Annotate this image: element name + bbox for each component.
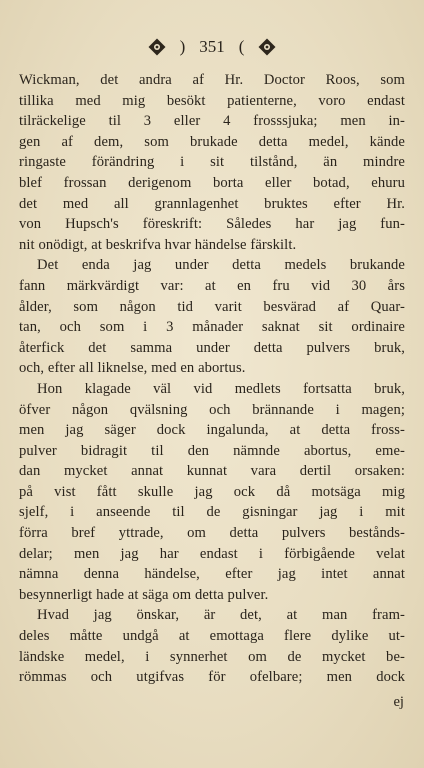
text-line: delar; men jag har endast i förbigående velat <box>19 545 405 562</box>
header-left-paren: ) <box>179 37 186 56</box>
text-line: nämna denna händelse, efter jag intet annat <box>19 566 405 583</box>
ornament-left-icon <box>148 38 166 56</box>
text-line: ländske medel, i synnerhet om de mycket be- <box>19 648 405 665</box>
ornament-right-icon <box>258 38 276 56</box>
text-line: nit onödigt, at beskrifva hvar händelse färskilt. <box>19 236 297 253</box>
page-header <box>0 34 424 60</box>
text-line: på vist fått skulle jag ock då motsäga mig <box>19 483 405 500</box>
text-line: återfick det samma under detta pulvers bruk, <box>19 339 405 356</box>
text-line: tan, och som i 3 månader saknat sit ordinaire <box>19 319 405 336</box>
text-line: ålder, som någon tid varit besvärad af Quar- <box>19 298 405 315</box>
text-line: tillika med mig besökt patienterne, voro endast <box>19 92 405 109</box>
text-line: Hvad jag önskar, är det, at man fram- <box>37 607 405 624</box>
catchword: ej <box>393 694 404 710</box>
text-line: och, efter all liknelse, med en abortus. <box>19 360 246 377</box>
text-line: ringaste förändring i sit tilstånd, än mindre <box>19 154 405 171</box>
text-line: det med all grannlagenhet bruktes efter Hr. <box>19 195 405 212</box>
text-line: öfver någon qvälsning och brännande i magen; <box>19 401 405 418</box>
text-line: fann märkvärdigt var: at en fru vid 30 års <box>19 277 405 294</box>
text-line: Wickman, det andra af Hr. Doctor Roos, som <box>19 72 405 88</box>
text-line: sjelf, i anseende til de gisningar jag i mit <box>19 504 405 521</box>
text-line: tilräckelige til 3 eller 4 frosssjuka; men in- <box>19 113 405 130</box>
text-line: blef frossan derigenom borta eller botad, ehuru <box>19 174 405 191</box>
text-line: Det enda jag under detta medels brukande <box>37 257 405 274</box>
text-line: Hon klagade väl vid medlets fortsatta bruk, <box>37 380 405 397</box>
text-line: pulver bidragit til den nämnde abortus, eme- <box>19 442 405 459</box>
text-line: gen af dem, som brukade detta medel, kände <box>19 133 405 150</box>
text-line: förra bref yttrade, om detta pulvers bestånds- <box>19 525 405 542</box>
page-number: 351 <box>199 37 225 56</box>
body-text <box>19 70 405 688</box>
text-line: besynnerligt hade at säga om detta pulver. <box>19 586 269 603</box>
text-line: von Hupsch's föreskrift: Således har jag fun- <box>19 216 405 233</box>
text-line: deles måtte undgå at emottaga flere dylike ut- <box>19 628 405 645</box>
text-line: römmas och utgifvas för ofelbare; men dock <box>19 669 405 686</box>
text-line: men jag säger dock ingalunda, at detta fross- <box>19 422 405 439</box>
header-right-paren: ( <box>238 37 245 56</box>
text-line: dan mycket annat kunnat vara dertil orsaken: <box>19 463 405 480</box>
